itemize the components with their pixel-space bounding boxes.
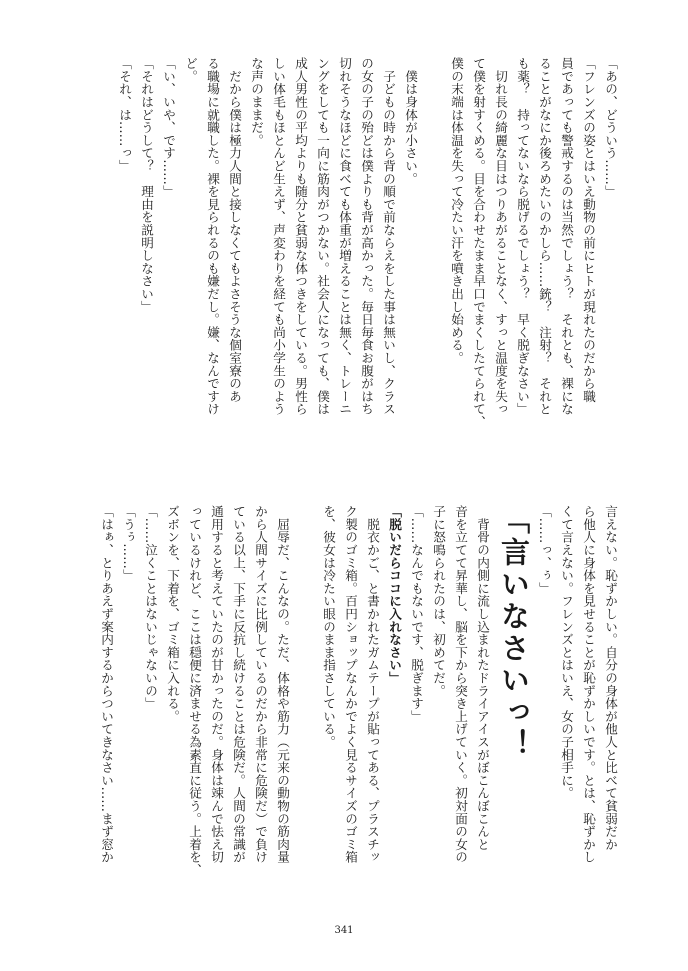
text-column: ク製のゴミ箱。百円ショップなんかでよく見るサイズのゴミ箱 (343, 505, 358, 864)
text-column: を、彼女は冷たい眼のまま指さしている。 (321, 505, 336, 749)
text-column: 子どもの時から背の順で前ならえをした事は無いし、クラス (381, 57, 396, 416)
text-column: 脱衣かご、と書かれたガムテープが貼ってある、プラスチッ (365, 505, 380, 864)
dialogue-column: 「……っ、ぅ」 (537, 505, 552, 595)
bold-dialogue: 「脱いだらココに入れなさい」 (387, 505, 402, 685)
text-column: る職場に就職した。裸を見られるのも嫌だし。嫌、なんですけ (205, 57, 220, 416)
blank-column (416, 57, 440, 455)
text-column: 切れ長の綺麗な目はつりあがることなく、すっと温度を失っ (493, 57, 508, 416)
dialogue-column: 「はぁ、とりあえず案内するからついてきなさい……まず窓か (99, 505, 114, 864)
text-column: 僕の末端は体温を失って冷たい汗を噴き出し始める。 (449, 57, 464, 365)
dialogue-column: 「それはどうして？ 理由を説明しなさい」 (139, 57, 154, 313)
text-column: な声のままだ。 (249, 57, 264, 147)
text-column: の女の子の殆どは僕よりも背が高かった。毎日毎食お腹がはち (359, 57, 374, 416)
emphasis-dialogue: 「言いなさいっ！ (497, 505, 531, 761)
text-column: 音を立てて昇華し、脳を下から突き上げていく。初対面の女の (453, 505, 468, 864)
dialogue-column: 「……泣くことはないじゃないの」 (143, 505, 158, 710)
dialogue-column: 「それ、は……っ」 (117, 57, 132, 173)
text-column: ングをしても一向に筋肉がつかない。社会人になっても、僕は (315, 57, 330, 416)
text-column: 「あの、どういう……」 (603, 57, 618, 198)
dialogue-column: 「……なんでもないです、脱ぎます」 (409, 505, 424, 723)
dialogue-column: 「うぅ……」 (121, 505, 136, 582)
text-column: 「フレンズの姿とはいえ動物の前にヒトが現れたのだから職 (581, 57, 596, 403)
text-column: 言えない。恥ずかしい。自分の身体が他人と比べて貧弱だか (603, 505, 618, 851)
text-column: も薬？ 持ってないなら脱げるでしょう？ 早く脱ぎなさい」 (515, 57, 530, 416)
top-text-block (56, 57, 616, 455)
text-column: 背骨の内側に流し込まれたドライアイスがぼこんぼこんと (475, 505, 490, 851)
text-column: ている以上、下手に反抗し続けることは危険だ。人間の常識が (231, 505, 246, 864)
text-column: 子に怒鳴られたのは、初めてだ。 (431, 505, 446, 697)
text-column: ズボンを、下着を、ゴミ箱に入れる。 (165, 505, 180, 723)
text-column: 切れそうなほどに食べても体重が増えることは無く、トレーニ (337, 57, 352, 416)
text-column: しい体毛もほとんど生えず、声変わりを経ても尚小学生のよう (271, 57, 286, 416)
text-column: 成人男性の平均よりも随分と貧弱な体つきをしている。男性ら (293, 57, 308, 416)
text-column: から人間サイズに比例しているのだから非常に危険だ）で負け (253, 505, 268, 864)
text-column: ど。 (183, 57, 198, 83)
page-number: 341 (334, 925, 354, 936)
text-column: っているけれど、ここは穏便に済ませる為素直に従う。上着を、 (187, 505, 202, 877)
text-column: くて言えない。フレンズとはいえ、女の子相手に。 (559, 505, 574, 800)
text-column: 僕は身体が小さい。 (403, 57, 418, 185)
text-column: ら他人に身体を見せることが恥ずかしいです。とは、恥ずかし (581, 505, 596, 864)
text-column: 通用すると考えていたのが甘かったのだ。身体は竦んで怯え切 (209, 505, 224, 864)
dialogue-column: 「い、いや、です……」 (161, 57, 176, 198)
text-column: 屈辱だ、こんなの。ただ、体格や筋力（元来の動物の筋肉量 (275, 505, 290, 864)
blank-column (288, 505, 312, 903)
text-column: ることがなにか後ろめたいのかしら……銃？ 注射？ それと (537, 57, 552, 416)
text-column: て僕を射すくめる。目を合わせたまま早口でまくしたてられて、 (471, 57, 486, 429)
bottom-text-block (56, 505, 616, 903)
text-column: 員であっても警戒するのは当然でしょう？ それとも、裸にな (559, 57, 574, 416)
text-column: だから僕は極力人間と接しなくてもよさそうな個室寮のあ (227, 57, 242, 403)
